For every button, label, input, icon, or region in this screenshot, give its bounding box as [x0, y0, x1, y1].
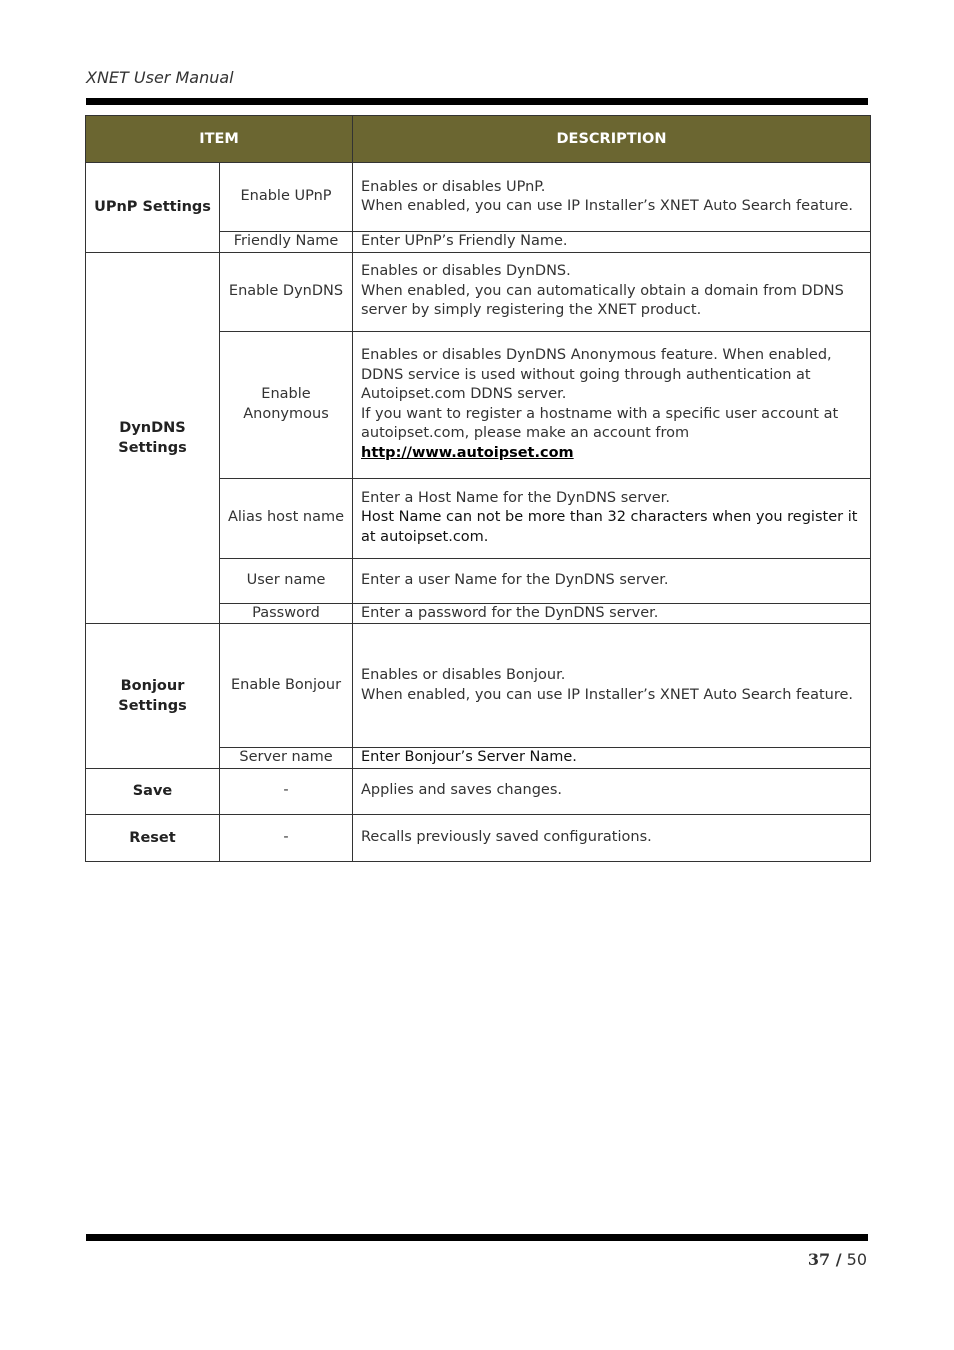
desc-reset: Recalls previously saved configurations.: [353, 814, 871, 861]
group-bonjour-settings: Bonjour Settings: [86, 624, 220, 769]
group-reset: Reset: [86, 814, 220, 861]
item-save: -: [220, 768, 353, 814]
item-password: Password: [220, 603, 353, 624]
page-number: [808, 1250, 867, 1269]
desc-user-name: Enter a user Name for the DynDNS server.: [353, 558, 871, 603]
group-upnp-settings: UPnP Settings: [86, 163, 220, 253]
desc-friendly-name: Enter UPnP’s Friendly Name.: [353, 232, 871, 253]
desc-enable-dyndns: Enables or disables DynDNS. When enabled, you can automatically obtain a domain from DDNS server by simply registering the XNET product.: [353, 252, 871, 331]
item-reset: -: [220, 814, 353, 861]
item-friendly-name: Friendly Name: [220, 232, 353, 253]
table-row: [86, 252, 871, 331]
table-row: [86, 814, 871, 861]
settings-table: [85, 115, 871, 862]
desc-save: Applies and saves changes.: [353, 768, 871, 814]
table-row: [86, 768, 871, 814]
document-header-title: XNET User Manual: [86, 68, 234, 87]
group-dyndns-settings: DynDNS Settings: [86, 252, 220, 624]
group-save: Save: [86, 768, 220, 814]
table-row: [86, 163, 871, 232]
page-total: 50: [846, 1250, 867, 1269]
item-enable-dyndns: Enable DynDNS: [220, 252, 353, 331]
item-enable-bonjour: Enable Bonjour: [220, 624, 353, 748]
column-header-item: ITEM: [86, 116, 353, 163]
item-user-name: User name: [220, 558, 353, 603]
column-header-description: DESCRIPTION: [353, 116, 871, 163]
header-rule: [86, 98, 868, 105]
table-row: [86, 624, 871, 748]
item-enable-anonymous: Enable Anonymous: [220, 331, 353, 478]
table-header-row: [86, 116, 871, 163]
item-alias-host-name: Alias host name: [220, 478, 353, 558]
footer-rule: [86, 1234, 868, 1241]
desc-alias-host-name: Enter a Host Name for the DynDNS server. Host Name can not be more than 32 characters when you register it at autoipset.com.: [353, 478, 871, 558]
desc-enable-upnp: Enables or disables UPnP. When enabled, you can use IP Installer’s XNET Auto Search feature.: [353, 163, 871, 232]
autoipset-link[interactable]: http://www.autoipset.com: [361, 444, 574, 461]
page-current: 37 /: [807, 1250, 842, 1269]
desc-enable-anonymous: Enables or disables DynDNS Anonymous feature. When enabled, DDNS service is used without going through authentication at Autoipset.com DDNS server. If you want to register a hostname with a specific user account at autoipset.com, please make an account from http://www.autoipset.com: [353, 331, 871, 478]
desc-server-name: Enter Bonjour’s Server Name.: [353, 748, 871, 769]
item-server-name: Server name: [220, 748, 353, 769]
desc-password: Enter a password for the DynDNS server.: [353, 603, 871, 624]
desc-enable-bonjour: Enables or disables Bonjour. When enabled, you can use IP Installer’s XNET Auto Search feature.: [353, 624, 871, 748]
item-enable-upnp: Enable UPnP: [220, 163, 353, 232]
